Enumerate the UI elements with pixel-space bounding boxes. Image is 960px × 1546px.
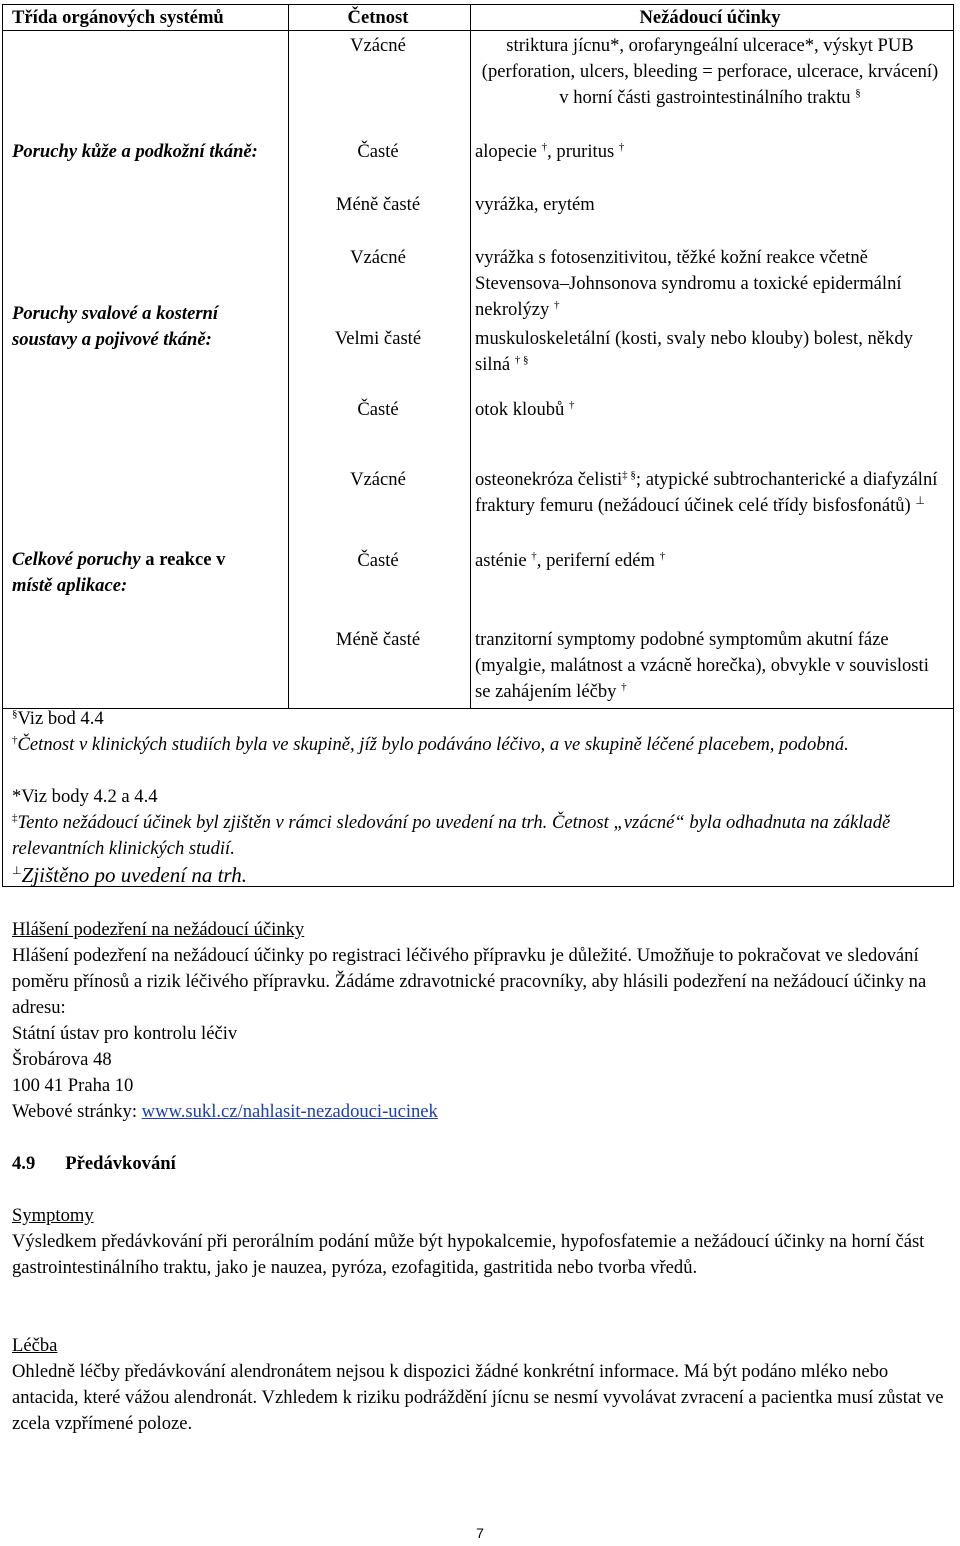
row-frequency: Vzácné — [350, 35, 406, 56]
treatment-heading: Léčba — [12, 1335, 58, 1356]
header-frequency: Četnost — [347, 7, 409, 28]
class-musculoskeletal: Poruchy svalové a kosterní soustavy a pojivové tkáně: — [12, 303, 219, 350]
row-frequency: Časté — [357, 550, 399, 571]
address-line: Státní ústav pro kontrolu léčiv — [12, 1023, 238, 1044]
footnote: §Viz bod 4.4 — [12, 707, 104, 729]
row-frequency: Časté — [357, 399, 399, 420]
reporting-paragraph: Hlášení podezření na nežádoucí účinky po registraci léčivého přípravku je důležité. Umožňuje to pokračovat ve sledování poměru přínosů a rizik léčivého přípravku. Žádáme zdravotnické pracovníky, aby hlásili podezření na nežádoucí účinky na adresu: — [12, 945, 927, 1018]
section-heading: 4.9 Předávkování — [12, 1153, 176, 1174]
header-effects: Nežádoucí účinky — [639, 7, 781, 28]
row-effect: asténie †, periferní edém † — [475, 549, 666, 571]
row-effect: vyrážka s fotosenzitivitou, těžké kožní reakce včetně Stevensova–Johnsonova syndromu a toxické epidermální nekrolýzy † — [475, 247, 902, 320]
row-effect: muskuloskeletální (kosti, svaly nebo klouby) bolest, někdy silná † § — [475, 328, 913, 375]
header-class: Třída orgánových systémů — [12, 7, 224, 28]
footnote: ⊥Zjištěno po uvedení na trh. — [12, 863, 247, 887]
row-effect: osteonekróza čelisti‡ §; atypické subtrochanterické a diafyzální fraktury femuru (nežádoucí účinek celé třídy bisfosfonátů) ⊥ — [475, 468, 938, 516]
row-effect: tranzitorní symptomy podobné symptomům akutní fáze (myalgie, malátnost a vzácně horečka), obvykle v souvislosti se zahájením léčby † — [475, 629, 929, 702]
footnote: ‡Tento nežádoucí účinek byl zjištěn v rámci sledování po uvedení na trh. Četnost „vzácné“ byla odhadnuta na základě relevantních klinických studií. — [12, 811, 891, 859]
row-frequency: Vzácné — [350, 469, 406, 490]
symptoms-text: Výsledkem předávkování při perorálním podání může být hypokalcemie, hypofosfatemie a nežádoucí účinky na horní část gastrointestinálního traktu, jako je nauzea, pyróza, ezofagitida, gastritida nebo tvorba vředů. — [12, 1231, 925, 1278]
symptoms-heading: Symptomy — [12, 1205, 94, 1226]
footnote: †Četnost v klinických studiích byla ve skupině, jíž bylo podáváno léčivo, a ve skupině léčené placebem, podobná. — [12, 733, 849, 755]
sukl-link[interactable]: www.sukl.cz/nahlasit-nezadouci-ucinek — [141, 1101, 438, 1122]
footnote: *Viz body 4.2 a 4.4 — [12, 786, 158, 807]
adverse-effects-table — [2, 4, 954, 887]
reporting-heading: Hlášení podezření na nežádoucí účinky — [12, 919, 305, 940]
col-divider-1 — [288, 5, 289, 708]
class-general: Celkové poruchy a reakce v místě aplikace: — [12, 549, 226, 596]
row-frequency: Časté — [357, 141, 399, 162]
treatment-text: Ohledně léčby předávkování alendronátem nejsou k dispozici žádné konkrétní informace. Má být podáno mléko nebo antacida, které vážou alendronát. Vzhledem k riziku podráždění jícnu se nesmí vyvolávat zvracení a pacientka musí zůstat ve zcela vzpřímené poloze. — [12, 1361, 944, 1434]
page-number: 7 — [476, 1525, 484, 1541]
row-frequency: Méně časté — [335, 629, 421, 650]
row-frequency: Méně časté — [335, 194, 421, 215]
row-effect: vyrážka, erytém — [475, 194, 595, 215]
row-effect: striktura jícnu*, orofaryngeální ulcerace*, výskyt PUB (perforation, ulcers, bleeding = perforace, ulcerace, krvácení) v horní části gastrointestinálního traktu § — [481, 35, 939, 108]
row-frequency: Vzácné — [350, 247, 406, 268]
address-line: 100 41 Praha 10 — [12, 1075, 134, 1096]
col-divider-2 — [470, 5, 471, 708]
row-effect: alopecie †, pruritus † — [475, 140, 625, 162]
class-skin: Poruchy kůže a podkožní tkáně: — [12, 141, 258, 162]
web-line: Webové stránky: www.sukl.cz/nahlasit-nezadouci-ucinek — [12, 1101, 438, 1122]
address-line: Šrobárova 48 — [12, 1049, 112, 1070]
row-frequency: Velmi časté — [334, 328, 422, 349]
row-effect: otok kloubů † — [475, 398, 575, 420]
